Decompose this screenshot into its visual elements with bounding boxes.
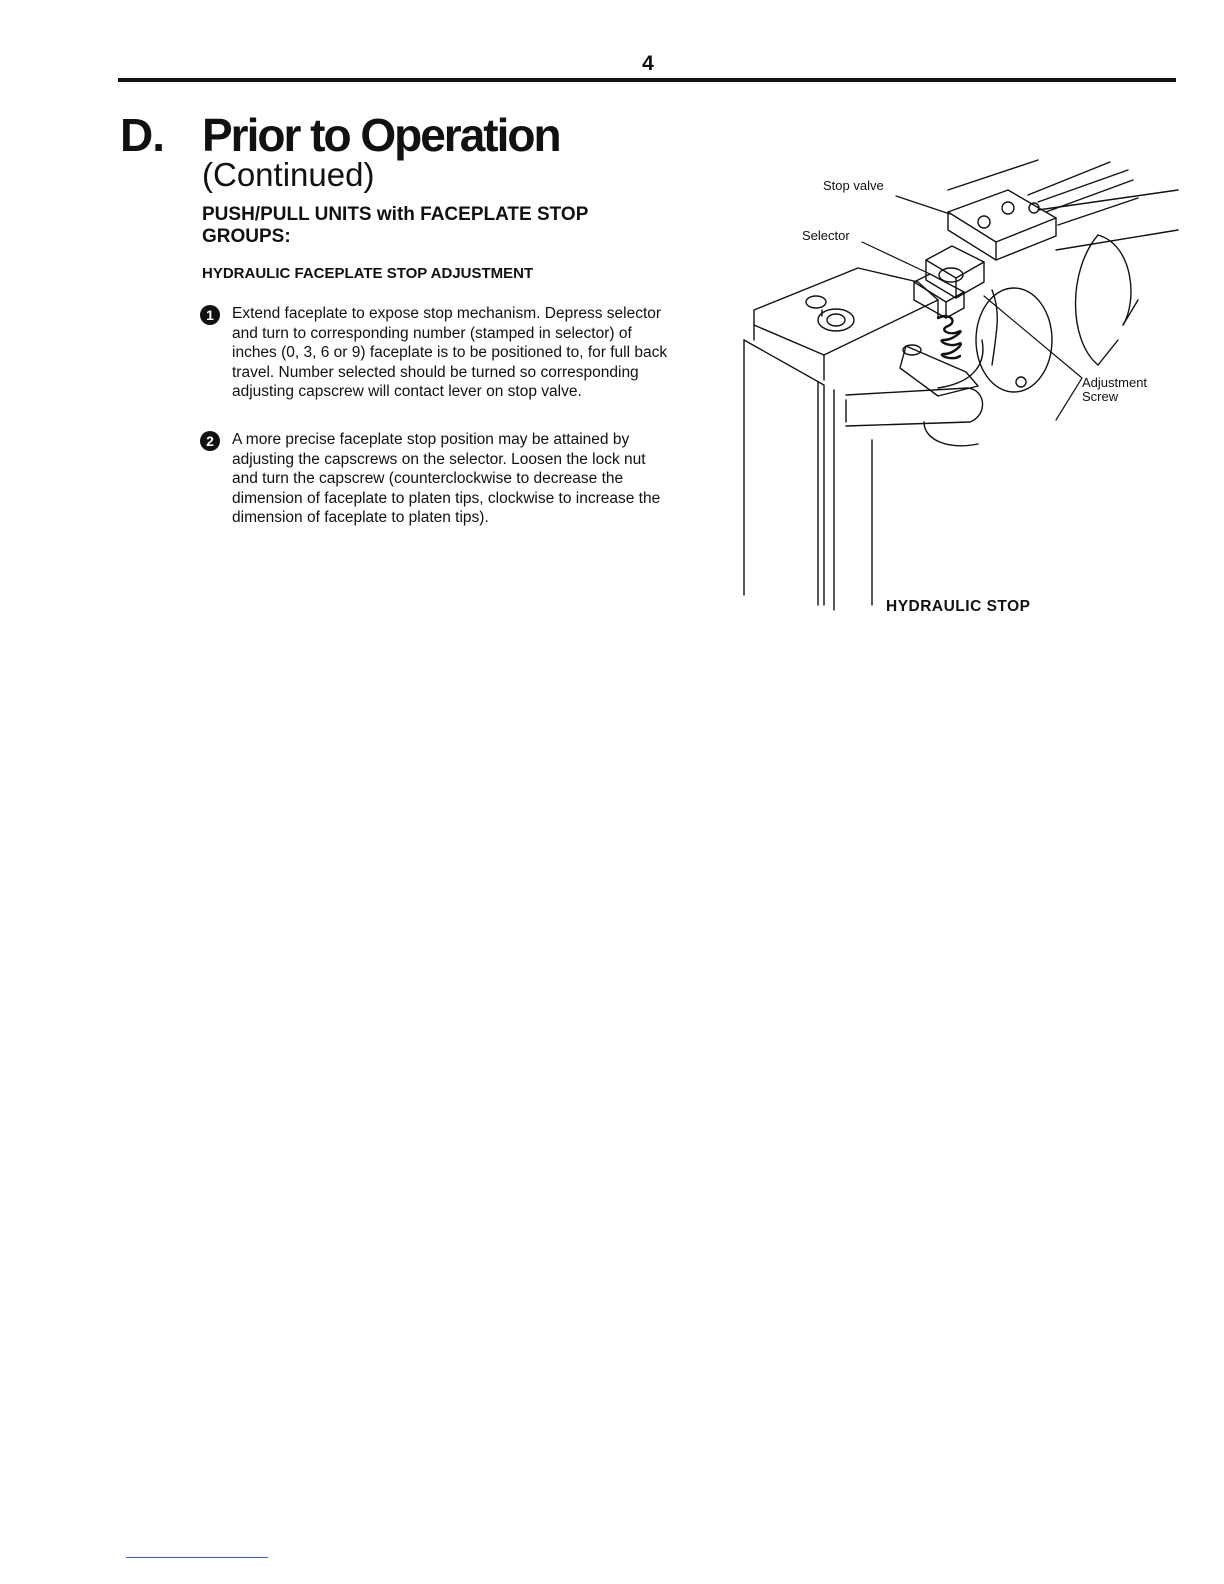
figure-caption: HYDRAULIC STOP xyxy=(886,598,1031,615)
page-title: Prior to Operation xyxy=(202,109,560,161)
label-adjustment-line2: Screw xyxy=(1082,389,1119,404)
step-text: A more precise faceplate stop position may be attained by adjusting the capscrews on the selector. Loosen the lock nut and turn the capscrew (counterclockwise to decrease the dimension of faceplate to platen tips, clockwise to increase the dimension of faceplate to platen tips). xyxy=(232,431,661,526)
step-text: Extend faceplate to expose stop mechanism. Depress selector and turn to corresponding number (stamped in selector) of inches (0, 3, 6 or 9) faceplate is to be positioned to, for full back travel. Number selected should be turned so corresponding adjusting capscrew will contact lever on stop valve. xyxy=(232,305,668,400)
page-number: 4 xyxy=(642,52,654,75)
step-item xyxy=(200,430,670,528)
hydraulic-stop-figure xyxy=(738,150,1188,620)
step-number-badge: 2 xyxy=(200,431,220,451)
page-subtitle: (Continued) xyxy=(202,156,375,193)
section-subheading: PUSH/PULL UNITS with FACEPLATE STOP GROUPS: xyxy=(202,204,589,247)
label-stop-valve: Stop valve xyxy=(823,178,884,193)
step-number-badge: 1 xyxy=(200,305,220,325)
label-adjustment-line1: Adjustment xyxy=(1082,375,1148,390)
footer-line xyxy=(126,1557,268,1558)
label-adjustment-screw xyxy=(1082,376,1147,404)
section-letter: D. xyxy=(120,109,164,161)
header-rule xyxy=(118,78,1176,82)
procedure-heading: HYDRAULIC FACEPLATE STOP ADJUSTMENT xyxy=(202,265,534,282)
step-item xyxy=(200,304,670,402)
label-selector: Selector xyxy=(802,228,850,243)
